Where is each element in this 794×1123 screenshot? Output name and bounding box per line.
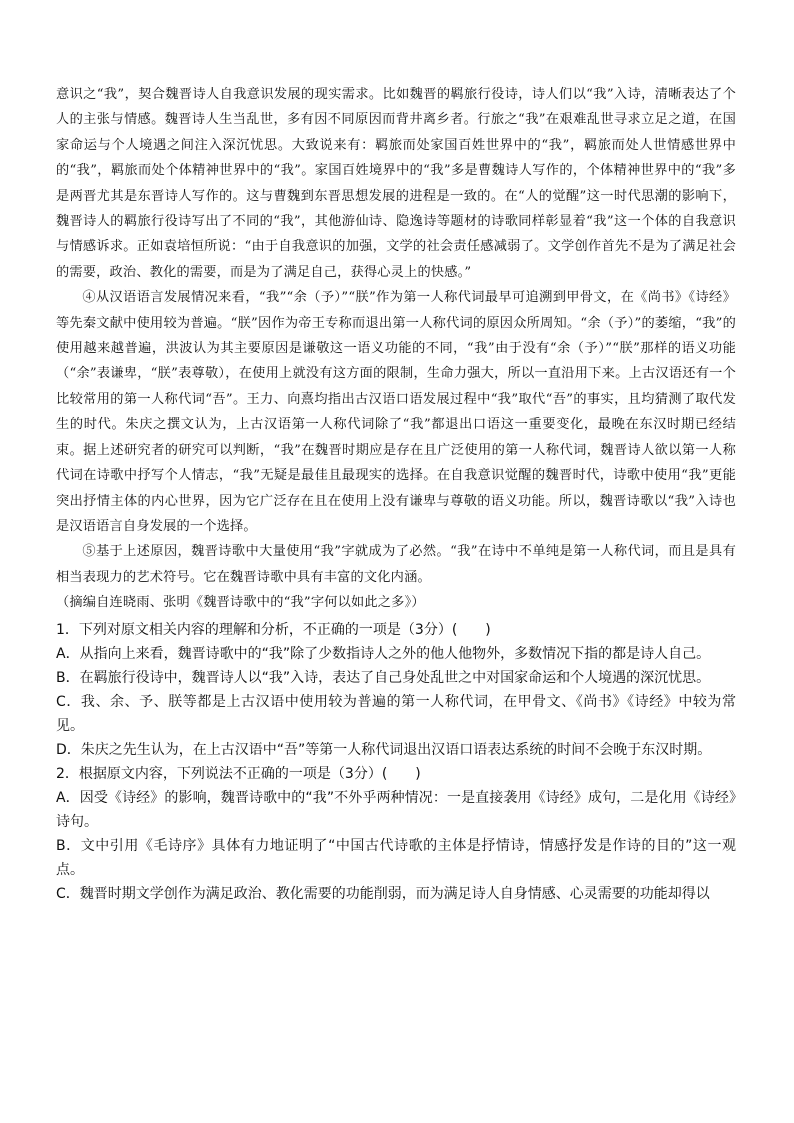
question-1-option-c: C．我、余、予、朕等都是上古汉语中使用较为普遍的第一人称代词，在甲骨文、《尚书》《诗经》中较为常见。 <box>56 693 736 734</box>
question-2-stem: 2．根据原文内容，下列说法不正确的一项是（3分）( ) <box>56 765 421 782</box>
passage-source: （摘编自连晓雨、张明《魏晋诗歌中的“我”字何以如此之多》） <box>56 595 425 611</box>
question-1 <box>56 618 736 762</box>
question-2-option-a: A．因受《诗经》的影响，魏晋诗歌中的“我”不外乎两种情况：一是直接袭用《诗经》成句，二是化用《诗经》诗句。 <box>56 789 736 830</box>
question-2-option-c: C．魏晋时期文学创作为满足政治、教化需要的功能削弱，而为满足诗人自身情感、心灵需要的功能却得以 <box>56 885 710 902</box>
question-2-option-b: B．文中引用《毛诗序》具体有力地证明了“中国古代诗歌的主体是抒情诗，情感抒发是作诗的目的”这一观点。 <box>56 837 736 878</box>
question-1-option-b: B．在羁旅行役诗中，魏晋诗人以“我”入诗，表达了自己身处乱世之中对国家命运和个人境遇的深沉忧思。 <box>56 669 711 686</box>
passage-paragraph-4: ④从汉语语言发展情况来看，“我”“余（予）”“朕”作为第一人称代词最早可追溯到甲骨文，在《尚书》《诗经》等先秦文献中使用较为普遍。“朕”因作为帝王专称而退出第一人称代词的原因众所周知。“余（予）”的萎缩，“我”的使用越来越普遍，洪波认为其主要原因是谦敬这一语义功能的不同，“我”由于没有“余（予）”“朕”那样的语义功能（“余”表谦卑，“朕”表尊敬），在使用上就没有这方面的限制，生命力强大，所以一直沿用下来。上古汉语还有一个比较常用的第一人称代词“吾”。王力、向熹均指出古汉语口语发展过程中“我”取代“吾”的事实，且均猜测了取代发生的时代。朱庆之撰文认为，上古汉语第一人称代词除了“我”都退出口语这一重要变化，最晚在东汉时期已经结束。据上述研究者的研究可以判断，“我”在魏晋时期应是存在且广泛使用的第一人称代词，魏晋诗人欲以第一人称代词在诗歌中抒写个人情志，“我”无疑是最佳且最现实的选择。在自我意识觉醒的魏晋时代，诗歌中使用“我”更能突出抒情主体的内心世界，因为它广泛存在且在使用上没有谦卑与尊敬的语义功能。所以，魏晋诗歌以“我”入诗也是汉语语言自身发展的一个选择。 <box>56 290 736 534</box>
passage-paragraph-5: ⑤基于上述原因，魏晋诗歌中大量使用“我”字就成为了必然。“我”在诗中不单纯是第一人称代词，而且是具有相当表现力的艺术符号。它在魏晋诗歌中具有丰富的文化内涵。 <box>56 544 736 585</box>
question-1-option-a: A．从指向上来看，魏晋诗歌中的“我”除了少数指诗人之外的他人他物外，多数情况下指的都是诗人自己。 <box>56 645 711 662</box>
exam-page <box>56 82 736 906</box>
question-1-stem: 1．下列对原文相关内容的理解和分析，不正确的一项是（3分）( ) <box>56 621 491 638</box>
question-2 <box>56 762 736 906</box>
passage-paragraph-3-continued: 意识之“我”，契合魏晋诗人自我意识发展的现实需求。比如魏晋的羁旅行役诗，诗人们以“我”入诗，清晰表达了个人的主张与情感。魏晋诗人生当乱世，多有因不同原因而背井离乡者。行旅之“我”在艰难乱世寻求立足之道，在国家命运与个人境遇之间注入深沉忧思。大致说来有：羁旅而处家国百姓世界中的“我”，羁旅而处人世情感世界中的“我”，羁旅而处个体精神世界中的“我”。家国百姓境界中的“我”多是曹魏诗人写作的，个体精神世界中的“我”多是两晋尤其是东晋诗人写作的。这与曹魏到东晋思想发展的进程是一致的。在“人的觉醒”这一时代思潮的影响下，魏晋诗人的羁旅行役诗写出了不同的“我”，其他游仙诗、隐逸诗等题材的诗歌同样彰显着“我”这一个体的自我意识与情感诉求。正如袁培恒所说：“由于自我意识的加强，文学的社会责任感减弱了。文学创作首先不是为了满足社会的需要，政治、教化的需要，而是为了满足自己，获得心灵上的快感。” <box>56 87 736 280</box>
questions-section <box>56 618 736 906</box>
question-1-option-d: D．朱庆之先生认为，在上古汉语中“吾”等第一人称代词退出汉语口语表达系统的时间不会晚于东汉时期。 <box>56 741 712 758</box>
reading-passage <box>56 82 736 616</box>
